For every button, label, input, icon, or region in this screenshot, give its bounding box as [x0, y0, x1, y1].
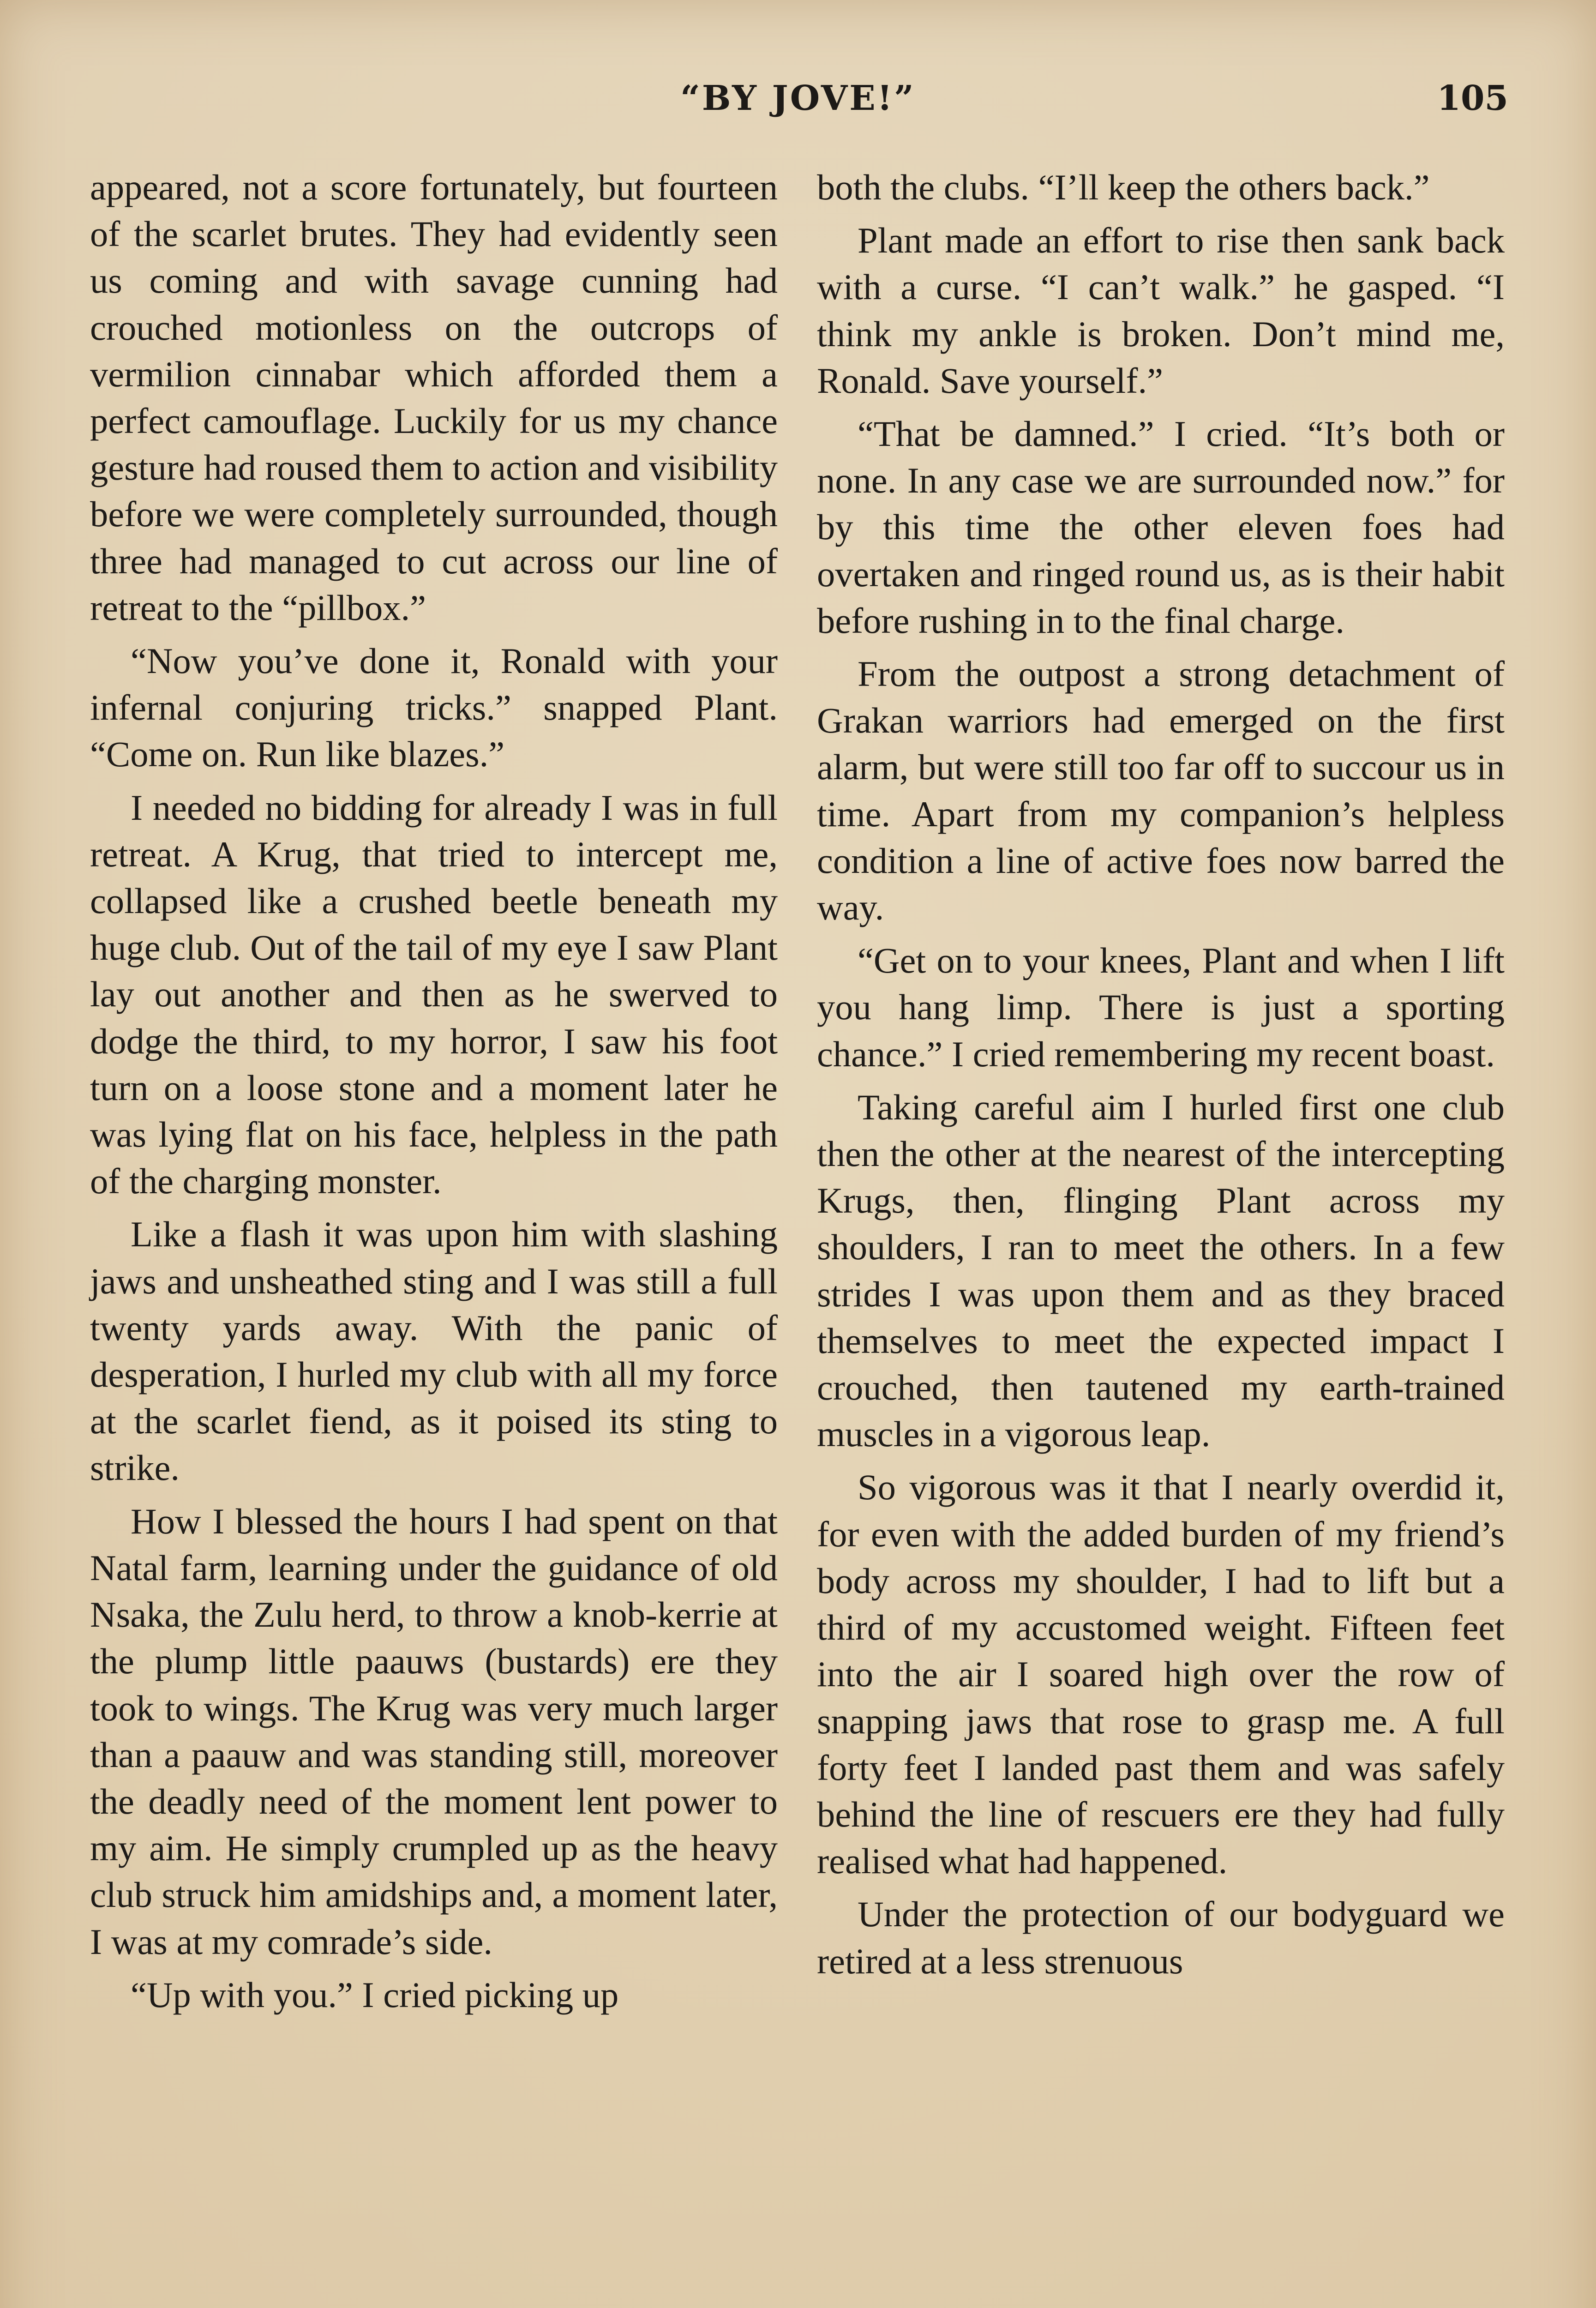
paragraph: I needed no bidding for already I was in full retreat. A Krug, that tried to intercept me, collapsed like a crushed beetle beneath my huge club. Out of the tail of my eye I saw Plant lay out another and then as he swerved to dodge the third, to my horror, I saw his foot turn on a loose stone and a moment later he was lying flat on his face, helpless in the path of the charging monster. [90, 787, 778, 1202]
paragraph: Plant made an effort to rise then sank back with a curse. “I can’t walk.” he gasped. “I think my ankle is broken. Don’t mind me, Ronald. Save yourself.” [817, 220, 1505, 401]
page-number: 105 [1437, 78, 1508, 118]
paragraph: “Now you’ve done it, Ronald with your infernal conjuring tricks.” snapped Plant. “Come on. Run like blazes.” [90, 641, 778, 775]
paragraph: From the outpost a strong detachment of Grakan warriors had emerged on the first alarm, but were still too far off to succour us in time. Apart from my companion’s helpless condition a line of active foes now barred the way. [817, 654, 1505, 928]
paragraph: “Get on to your knees, Plant and when I lift you hang limp. There is just a sporting chance.” I cried remembering my recent boast. [817, 940, 1505, 1074]
paragraph: So vigorous was it that I nearly overdid it, for even with the added burden of my friend’s body across my shoulder, I had to lift but a third of my accustomed weight. Fifteen feet into the air I soared high over the row of snapping jaws that rose to grasp me. A full forty feet I landed past them and was safely behind the line of rescuers ere they had fully realised what had happened. [817, 1467, 1505, 1881]
paragraph: appeared, not a score fortunately, but fourteen of the scarlet brutes. They had evidently seen us coming and with savage cunning had crouched motionless on the outcrops of vermilion cinnabar which afforded them a perfect camouflage. Luckily for us my chance gesture had roused them to action and visibility before we were completely surrounded, though three had managed to cut across our line of retreat to the “pillbox.” [90, 167, 778, 628]
paragraph: How I blessed the hours I had spent on that Natal farm, learning under the guidance of old Nsaka, the Zulu herd, to throw a knob-kerrie at the plump little paauws (bustards) ere they took to wings. The Krug was very much larger than a paauw and was standing still, moreover the deadly need of the moment lent power to my aim. He simply crumpled up as the heavy club struck him amidships and, a moment later, I was at my comrade’s side. [90, 1501, 778, 1962]
paragraph: “That be damned.” I cried. “It’s both or none. In any case we are surrounded now.” for by this time the other eleven foes had overtaken and ringed round us, as is their habit before rushing in to the final charge. [817, 414, 1505, 641]
left-column [90, 164, 778, 2025]
right-column [817, 164, 1505, 1991]
paragraph: Like a flash it was upon him with slashing jaws and unsheathed sting and I was still a full twenty yards away. With the panic of desperation, I hurled my club with all my force at the scarlet fiend, as it poised its sting to strike. [90, 1214, 778, 1488]
paragraph: Taking careful aim I hurled first one club then the other at the nearest of the intercepting Krugs, then, flinging Plant across my shoulders, I ran to meet the others. In a few strides I was upon them and as they braced themselves to meet the expected impact I crouched, then tautened my earth-trained muscles in a vigorous leap. [817, 1087, 1505, 1455]
paragraph: Under the protection of our bodyguard we retired at a less strenuous [817, 1894, 1505, 1981]
paragraph: both the clubs. “I’ll keep the others back.” [817, 167, 1430, 207]
paragraph: “Up with you.” I cried picking up [131, 1974, 619, 2015]
running-head-title: “BY JOVE!” [680, 78, 916, 118]
